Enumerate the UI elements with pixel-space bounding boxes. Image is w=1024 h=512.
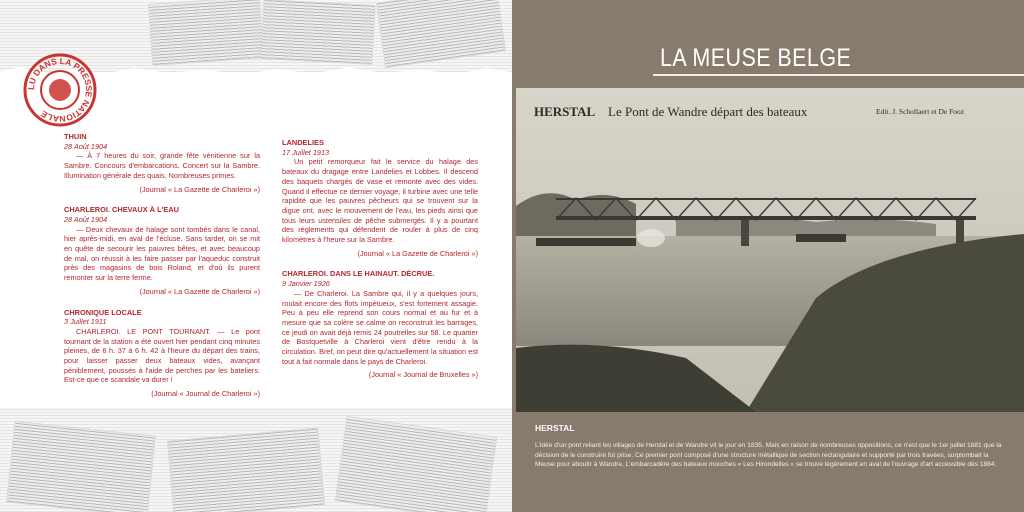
section-description: L'idée d'un pont reliant les villages de Herstal et de Wandre vit le jour en 1835. Mais en raison de nombreuses oppositions, ce n'est que le 1er juillet 1881 que la décision de le construire fut prise. Ce premier pont composé d'une structure métallique de section rectangulaire et supporté par trois travées, surplombait la Meuse pour aboutir à Wandre. L'embarcadère des bateaux mouches « Les Hirondelles » se trouve légèrement en aval de l'ouvrage d'art accessible dès 1884. xyxy=(535,442,1002,469)
article-body: Un petit remorqueur fait le service du halage des bateaux du dragage entre Landelies et Lobbes. Il descend des baquets chargés de vase et remonte avec des vides. Quand il effectue ce dernier voyage, il turbine avec une telle rapidité que les pauvres pêcheurs qui se trouvent sur la digue ont, avec le mouvement de l'eau, les pieds ainsi que tous leurs ustensiles de pêche submergés. Il y a pourtant des règlements qui défendent de rouler à plus de cinq kilomètres à l'heure sur la Sambre. xyxy=(282,157,478,245)
article-date: 28 Août 1904 xyxy=(64,214,108,224)
article-headline: LANDELIES xyxy=(282,138,324,147)
article-chevaux xyxy=(64,205,260,296)
postcard-place: HERSTAL xyxy=(534,104,596,119)
newspaper-collage-bottom xyxy=(0,408,512,512)
article-headline: CHARLEROI. DANS LE HAINAUT. DÉCRUE. xyxy=(282,269,435,279)
article-decrue xyxy=(282,269,478,380)
newspaper-clipping xyxy=(167,428,325,512)
section-heading: HERSTAL xyxy=(535,423,575,433)
article-source: (Journal « La Gazette de Charleroi ») xyxy=(139,184,260,194)
page-title: LA MEUSE BELGE xyxy=(660,44,852,72)
stamp-text: LU DANS LA PRESSE NATIONALE xyxy=(25,55,95,125)
article-body: CHARLEROI. LE PONT TOURNANT. — Le pont tournant de la station a été ouvert hier pendant cinq minutes pleines, de 6 h. 37 à 6 h. 42 à l'heure du départ des trains, pour laisser passer deux bateaux vides, avançant péniblement, poussés à l'aide de perches par les bateliers. Est-ce que ce scandale va durer ! xyxy=(64,326,260,385)
article-headline: CHRONIQUE LOCALE xyxy=(64,307,142,317)
postcard-photo xyxy=(516,88,1024,412)
article-body: — À 7 heures du soir, grande fête vénitienne sur la Sambre. Concours d'embarcations. Concert sur la Sambre. Illumination générale des quais. Nombreuses primes. xyxy=(64,151,260,180)
postcard-image xyxy=(516,88,1024,412)
article-date: 9 Janvier 1926 xyxy=(282,279,330,289)
postcard-caption: Le Pont de Wandre départ des bateaux xyxy=(608,104,808,119)
article-headline: CHARLEROI. CHEVAUX À L'EAU xyxy=(64,205,179,215)
article-source: (Journal « Journal de Charleroi ») xyxy=(151,389,260,399)
article-headline: THUIN xyxy=(64,132,87,141)
newspaper-clipping xyxy=(376,0,506,68)
newspaper-clipping xyxy=(335,416,497,512)
newspaper-clipping xyxy=(6,421,156,512)
press-stamp-icon xyxy=(22,52,98,128)
article-date: 3 Juillet 1911 xyxy=(64,317,107,327)
article-chronique xyxy=(64,308,260,399)
article-source: (Journal « La Gazette de Charleroi ») xyxy=(139,286,260,296)
article-landelies xyxy=(282,138,478,258)
article-body: — Deux chevaux de halage sont tombés dans le canal, hier après-midi, en aval de l'écluse. Sans tarder, on se mit en quête de secourir les pauvres bêtes, et avec beaucoup de mal, on réussit à les faire passer par l'aqueduc construit près des magasins de bois Roland, et d'où ils purent remonter sur la terre ferme. xyxy=(64,224,260,283)
article-thuin xyxy=(64,132,260,194)
newspaper-clipping xyxy=(261,0,376,65)
title-underline xyxy=(653,74,1024,76)
article-source: (Journal « La Gazette de Charleroi ») xyxy=(357,248,478,258)
article-date: 17 Juillet 1913 xyxy=(282,147,330,157)
postcard-publisher: Edit. J. Schollaert et De Fooz xyxy=(876,107,965,116)
newspaper-clipping xyxy=(148,0,264,66)
article-body: — De Charleroi. La Sambre qui, il y a quelques jours, roulait encore des flots impétueux, s'est fortement assagie. Peu à peu elle reprend son cours normal et au fur et à mesure que sa colère se calme on reconstruit les barrages, ce jeudi on avait déjà remis 24 poutrelles sur 58. Le quartier de Bostquetville à Charleroi vient d'être rendu à la circulation. Bref, on peut dire qu'actuellement la situation est tout à fait normale dans le pays de Charleroi. xyxy=(282,288,478,366)
article-date: 28 Août 1904 xyxy=(64,141,108,151)
articles-column-right xyxy=(282,138,478,391)
article-source: (Journal « Journal de Bruxelles ») xyxy=(368,370,478,380)
articles-column-left xyxy=(64,132,260,410)
